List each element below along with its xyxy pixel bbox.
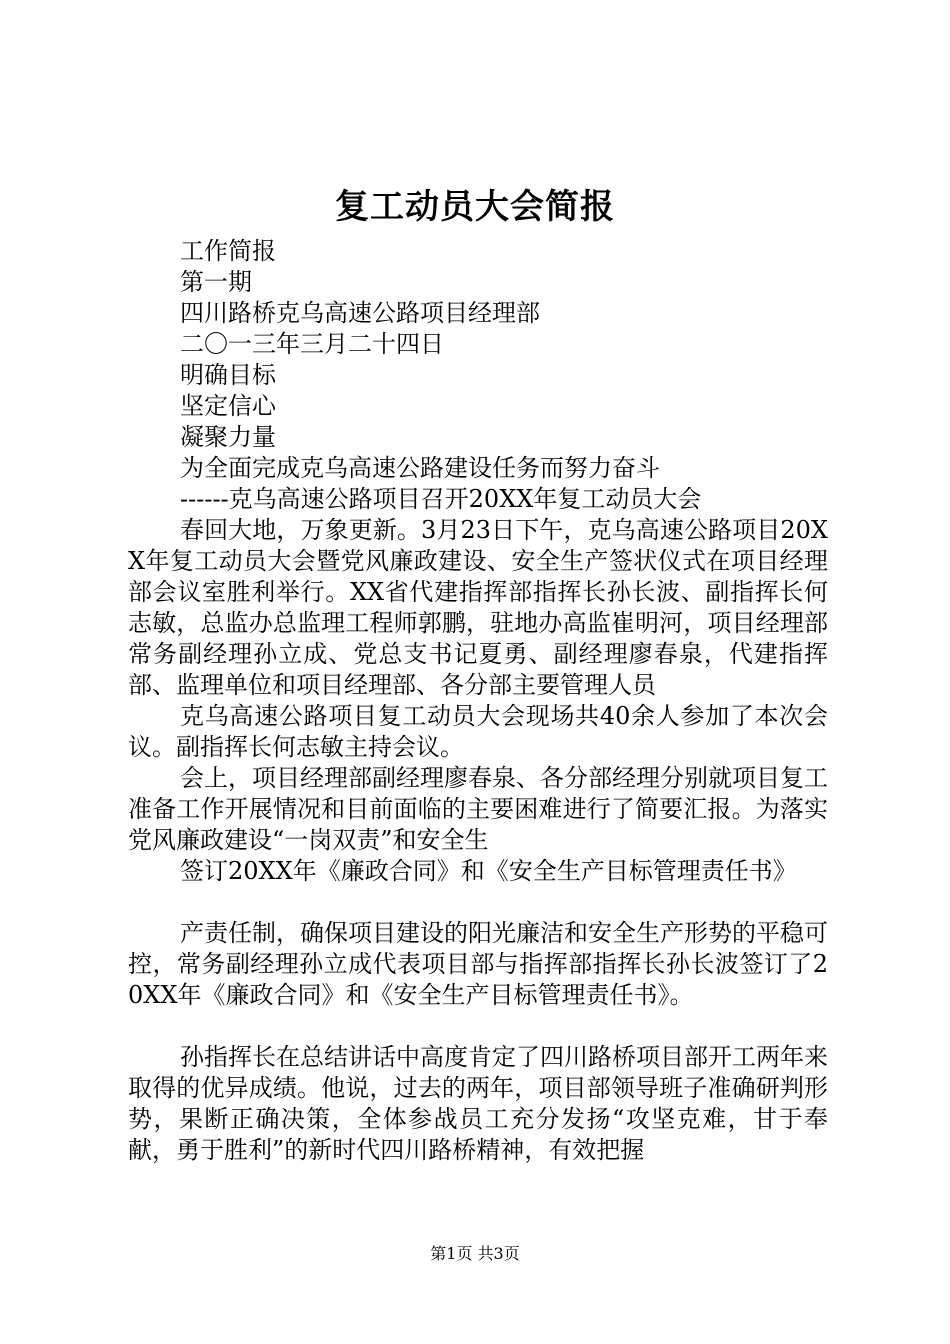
paragraph: 春回大地，万象更新。3月23日下午，克乌高速公路项目20XX年复工动员大会暨党风廉政建设、安全生产签状仪式在项目经理部会议室胜利举行。XX省代建指挥部指挥长孙长波、副指挥长何志敏，总监办总监理工程师郭鹏，驻地办高监崔明河，项目经理部常务副经理孙立成、党总支书记夏勇、副经理廖春泉，代建指挥部、监理单位和项目经理部、各分部主要管理人员 [128, 516, 828, 699]
subtitle-line: ------克乌高速公路项目召开20XX年复工动员大会 [180, 485, 702, 513]
header-line: 第一期 [180, 268, 252, 296]
header-line: 凝聚力量 [180, 423, 276, 451]
header-line: 坚定信心 [180, 392, 276, 420]
paragraph: 会上，项目经理部副经理廖春泉、各分部经理分别就项目复工准备工作开展情况和目前面临的主要困难进行了简要汇报。为落实党风廉政建设“一岗双责”和安全生 [128, 764, 828, 854]
paragraph: 孙指挥长在总结讲话中高度肯定了四川路桥项目部开工两年来取得的优异成绩。他说，过去的两年，项目部领导班子准确研判形势，果断正确决策，全体参战员工充分发扬“攻坚克难，甘于奉献，勇于胜利”的新时代四川路桥精神，有效把握 [128, 1043, 828, 1164]
header-line: 为全面完成克乌高速公路建设任务而努力奋斗 [180, 454, 660, 482]
paragraph: 克乌高速公路项目复工动员大会现场共40余人参加了本次会议。副指挥长何志敏主持会议。 [128, 702, 828, 761]
document-body [128, 236, 828, 1166]
spacer [128, 1011, 828, 1042]
page-footer: 第1页 共3页 [430, 1244, 520, 1263]
header-line: 二〇一三年三月二十四日 [180, 330, 444, 358]
header-line: 四川路桥克乌高速公路项目经理部 [180, 299, 540, 327]
document-title: 复工动员大会简报 [335, 187, 615, 227]
spacer [128, 887, 828, 918]
header-line: 工作简报 [180, 237, 276, 265]
image-caption: 签订20XX年《廉政合同》和《安全生产目标管理责任书》 [180, 857, 797, 885]
paragraph: 产责任制，确保项目建设的阳光廉洁和安全生产形势的平稳可控，常务副经理孙立成代表项目部与指挥部指挥长孙长波签订了20XX年《廉政合同》和《安全生产目标管理责任书》。 [128, 919, 828, 1009]
header-line: 明确目标 [180, 361, 276, 389]
